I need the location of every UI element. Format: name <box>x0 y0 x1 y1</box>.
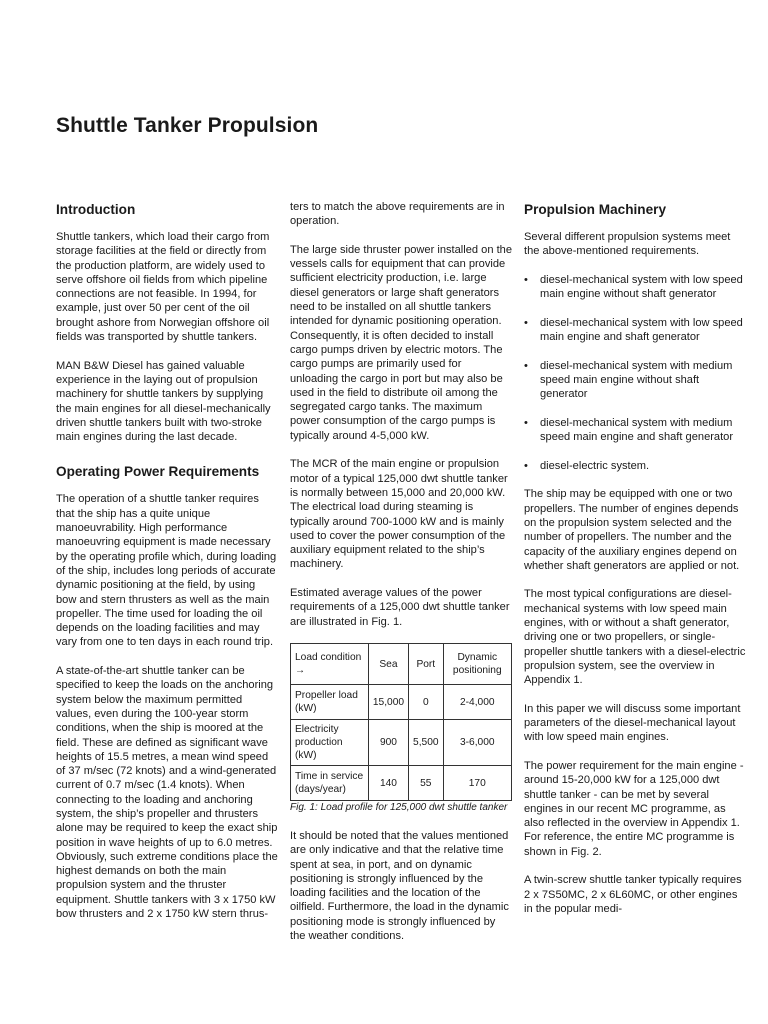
list-item: • diesel-mechanical system with low speed main engine without shaft generator <box>524 273 746 302</box>
table-cell: 140 <box>368 766 408 801</box>
table-cell: 2-4,000 <box>443 685 511 720</box>
table-cell: 900 <box>368 720 408 766</box>
table-header-cell: Port <box>409 644 444 685</box>
table-cell: 15,000 <box>368 685 408 720</box>
table-row <box>291 766 512 801</box>
paragraph: It should be noted that the values mentioned are only indicative and that the relative time spent at sea, in port, and on dynamic positioning is strongly influenced by the loading facilities and the location of the oilfield. Furthermore, the load in the dynamic positioning mode is strongly influenced by the weather conditions. <box>290 830 509 943</box>
column-2 <box>290 200 512 958</box>
load-profile-table <box>290 643 512 801</box>
table-cell: 3-6,000 <box>443 720 511 766</box>
column-3 <box>524 200 746 931</box>
paragraph: Shuttle tankers, which load their cargo from storage facilities at the field or directly from the production platform, are widely used to serve offshore oil fields from which pipeline connections are not feasible. In 1994, for example, just over 50 per cent of the oil brought ashore from Norwegian offshore oil fields was transported by shuttle tankers. <box>56 231 270 344</box>
heading-operating-power-requirements: Operating Power Requirements <box>56 464 260 480</box>
heading-propulsion-machinery: Propulsion Machinery <box>524 202 667 217</box>
list-item: • diesel-mechanical system with medium speed main engine without shaft generator <box>524 359 746 402</box>
table-cell: 0 <box>409 685 444 720</box>
propulsion-system-list <box>524 273 746 473</box>
paragraph: A state-of-the-art shuttle tanker can be specified to keep the loads on the anchoring system below the maximum permitted values, even during the 100-year storm conditions, when the ship is moored at the field. These are defined as significant wave heights of 15.5 metres, a mean wind speed of 37 m/sec (72 knots) and a wind-generated current of 0.7 m/sec (1.4 knots). When connecting to the loading and anchoring system, the ship’s propeller and thrusters alone may be required to keep the exact ship position in wave heights of up to 6.0 metres. Obviously, such extreme conditions place the highest demands on both the main propulsion system and the thruster equipment. Shuttle tankers with 3 x 1750 kW bow thrusters and 2 x 1750 kW stern thrus- <box>56 665 278 921</box>
page-title: Shuttle Tanker Propulsion <box>56 114 319 137</box>
paragraph: The MCR of the main engine or propulsion motor of a typical 125,000 dwt shuttle tanker is normally between 15,000 and 20,000 kW. The electrical load during steaming is typically around 700-1000 kW and is mainly used to cover the power consumption of the auxiliary equipment related to the ship’s machinery. <box>290 458 508 571</box>
table-cell: 170 <box>443 766 511 801</box>
table-header-cell: Load condition → <box>291 644 369 685</box>
paragraph: MAN B&W Diesel has gained valuable experience in the laying out of propulsion machinery for shuttle tankers by supplying the main engines for all diesel-mechanically driven shuttle tankers built with two-stroke main engines during the last decade. <box>56 359 271 444</box>
paragraph: A twin-screw shuttle tanker typically requires 2 x 7S50MC, 2 x 6L60MC, or other engines in the popular medi- <box>524 874 742 915</box>
table-header-row <box>291 644 512 685</box>
paragraph: The large side thruster power installed on the vessels calls for equipment that can provide sufficient electricity production, i.e. large diesel generators or large shaft generators need to be installed on all shuttle tankers intended for dynamic positioning operation. Consequently, it is often decided to install cargo pumps driven by electric motors. The cargo pumps are primarily used for unloading the cargo in port but may also be used in the field to distribute oil among the segregated cargo tanks. The maximum power consumption of the cargo pumps is typically around 4-5,000 kW. <box>290 243 512 442</box>
list-item: • diesel-mechanical system with medium speed main engine and shaft generator <box>524 416 746 445</box>
table-cell: 5,500 <box>409 720 444 766</box>
paragraph: The operation of a shuttle tanker requires that the ship has a quite unique manoeuvrability. High performance manoeuvring equipment is made necessary by the operating profile which, during loading of the ship, includes long periods of accurate dynamic positioning at the field, by using bow and stern thrusters as well as the main propeller. The time used for loading the oil depends on the loading facilities and may vary from one to ten days in each round trip. <box>56 493 277 649</box>
table-cell: Time in service (days/year) <box>291 766 369 801</box>
list-item: • diesel-electric system. <box>524 459 746 473</box>
column-1 <box>56 200 278 936</box>
paragraph: In this paper we will discuss some important parameters of the diesel-mechanical layout with low speed main engines. <box>524 702 741 744</box>
table-row <box>291 685 512 720</box>
paragraph: Estimated average values of the power requirements of a 125,000 dwt shuttle tanker are illustrated in Fig. 1. <box>290 587 510 628</box>
table-cell: Electricity production (kW) <box>291 720 369 766</box>
paragraph: The most typical configurations are diesel-mechanical systems with low speed main engines, with or without a shaft generator, driving one or two propellers, or single-propeller shuttle tankers with a diesel-electric propulsion system, see the overview in Appendix 1. <box>524 588 746 687</box>
table-cell: 55 <box>409 766 444 801</box>
table-cell: Propeller load (kW) <box>291 685 369 720</box>
paragraph: The power requirement for the main engine - around 15-20,000 kW for a 125,000 dwt shuttle tanker - can be met by several engines in our recent MC programme, as also reflected in the overview in Appendix 1. For reference, the entire MC programme is shown in Fig. 2. <box>524 759 744 858</box>
table-header-cell: Dynamic positioning <box>443 644 511 685</box>
paragraph: ters to match the above requirements are in operation. <box>290 201 505 228</box>
table-row <box>291 720 512 766</box>
list-item: • diesel-mechanical system with low speed main engine and shaft generator <box>524 316 746 345</box>
paragraph: Several different propulsion systems meet the above-mentioned requirements. <box>524 231 731 258</box>
figure-caption: Fig. 1: Load profile for 125,000 dwt shuttle tanker <box>290 802 508 814</box>
paragraph: The ship may be equipped with one or two propellers. The number of engines depends on the propulsion system selected and the number of propellers. The number and the capacity of the auxiliary engines depend on whether shaft generators are applied or not. <box>524 488 740 572</box>
table-header-cell: Sea <box>368 644 408 685</box>
heading-introduction: Introduction <box>56 202 136 217</box>
